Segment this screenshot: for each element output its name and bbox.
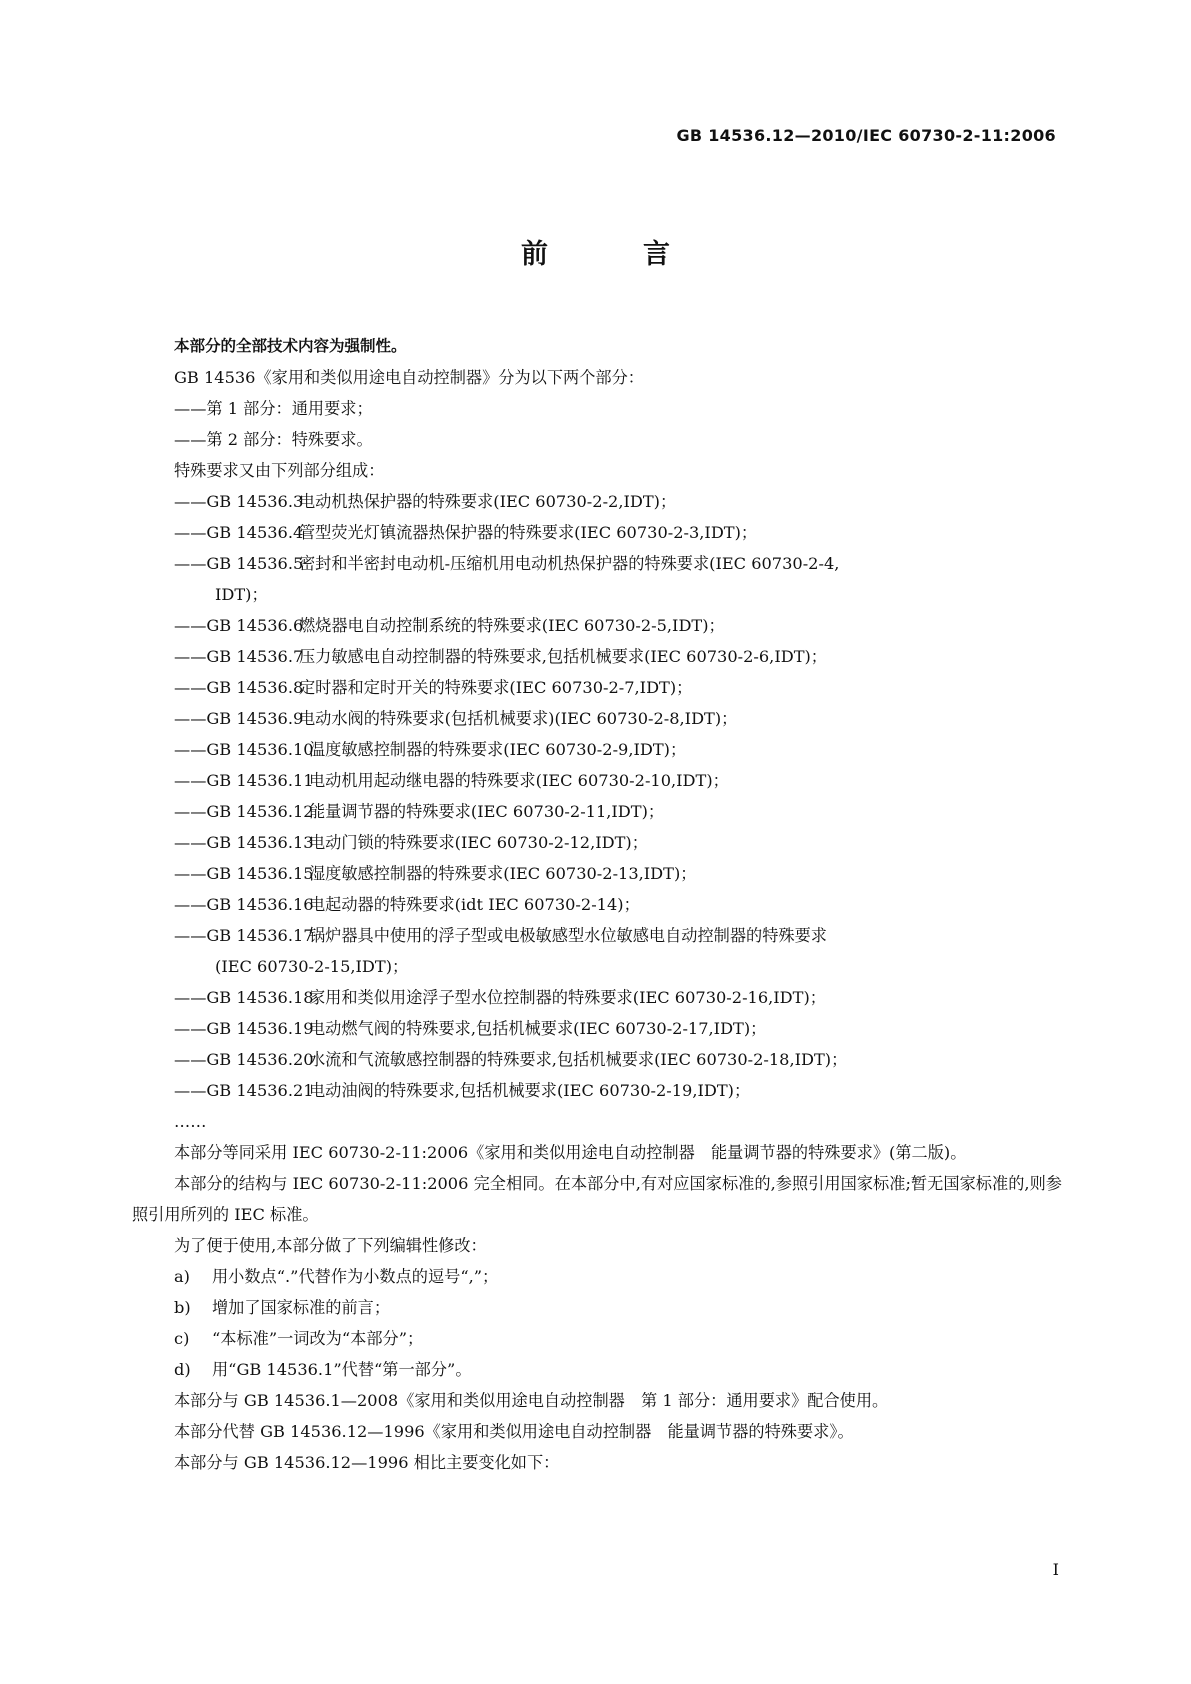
edit-item-marker: c) <box>174 1329 190 1348</box>
edits-list <box>132 1261 1062 1385</box>
standard-code: ——GB 14536.5 <box>174 554 304 573</box>
standard-code: ——GB 14536.13 <box>174 833 314 852</box>
special-part-item <box>132 734 1062 765</box>
standard-code: ——GB 14536.7 <box>174 647 304 666</box>
special-part-item <box>132 889 1062 920</box>
standard-title: 电起动器的特殊要求(idt IEC 60730-2-14)； <box>309 895 640 914</box>
standard-code: ——GB 14536.12 <box>174 802 314 821</box>
edit-item <box>132 1261 1062 1292</box>
closing-paragraph: 本部分与 GB 14536.1—2008《家用和类似用途电自动控制器 第 1 部分：通用要求》配合使用。 <box>174 1391 889 1410</box>
standard-title: 电动燃气阀的特殊要求,包括机械要求(IEC 60730-2-17,IDT)； <box>309 1019 767 1038</box>
edit-item-text: “本标准”一词改为“本部分”； <box>212 1329 424 1348</box>
special-part-item <box>132 1044 1062 1075</box>
closing-paragraph: 本部分代替 GB 14536.12—1996《家用和类似用途电自动控制器 能量调节器的特殊要求》。 <box>174 1422 854 1441</box>
standard-code: ——GB 14536.20 <box>174 1050 314 1069</box>
standard-title: 密封和半密封电动机-压缩机用电动机热保护器的特殊要求(IEC 60730-2-4, <box>299 554 840 573</box>
standard-title: 定时器和定时开关的特殊要求(IEC 60730-2-7,IDT)； <box>299 678 693 697</box>
part-item: ——第 1 部分：通用要求； <box>174 399 373 418</box>
special-part-item <box>132 1013 1062 1044</box>
standard-code: ——GB 14536.16 <box>174 895 314 914</box>
standard-code: ——GB 14536.8 <box>174 678 304 697</box>
special-part-item <box>132 858 1062 889</box>
standard-code: ——GB 14536.19 <box>174 1019 314 1038</box>
standard-code: ——GB 14536.9 <box>174 709 304 728</box>
standard-code: ——GB 14536.4 <box>174 523 304 542</box>
special-part-item <box>132 796 1062 827</box>
page-title: 前 言 <box>521 239 704 270</box>
intro-paragraph: GB 14536《家用和类似用途电自动控制器》分为以下两个部分： <box>174 368 644 387</box>
special-part-item <box>132 486 1062 517</box>
special-part-item <box>132 641 1062 672</box>
foreword-body <box>132 331 1062 1478</box>
standard-title: 电动水阀的特殊要求(包括机械要求)(IEC 60730-2-8,IDT)； <box>299 709 738 728</box>
edit-item-marker: d) <box>174 1360 191 1379</box>
standard-title: 家用和类似用途浮子型水位控制器的特殊要求(IEC 60730-2-16,IDT)； <box>309 988 826 1007</box>
adoption-paragraph: 本部分等同采用 IEC 60730-2-11:2006《家用和类似用途电自动控制器 能量调节器的特殊要求》(第二版)。 <box>174 1143 967 1162</box>
special-part-item <box>132 517 1062 548</box>
standard-code: ——GB 14536.21 <box>174 1081 314 1100</box>
standard-code: ——GB 14536.10 <box>174 740 314 759</box>
special-part-item <box>132 920 1062 951</box>
page-number: I <box>1052 1560 1059 1579</box>
standard-code: ——GB 14536.3 <box>174 492 304 511</box>
special-parts-list <box>132 486 1062 1106</box>
special-part-item <box>132 610 1062 641</box>
special-part-item <box>132 827 1062 858</box>
special-part-item <box>132 765 1062 796</box>
structure-paragraph: 本部分的结构与 IEC 60730-2-11:2006 完全相同。在本部分中,有对应国家标准的,参照引用国家标准;暂无国家标准的,则参照引用所列的 IEC 标准。 <box>132 1174 1062 1224</box>
standard-code: ——GB 14536.15 <box>174 864 314 883</box>
closing-paragraph: 本部分与 GB 14536.12—1996 相比主要变化如下： <box>174 1453 560 1472</box>
edits-intro: 为了便于使用,本部分做了下列编辑性修改： <box>174 1236 487 1255</box>
list-ellipsis: …… <box>174 1112 207 1131</box>
standard-title: 温度敏感控制器的特殊要求(IEC 60730-2-9,IDT)； <box>309 740 687 759</box>
standard-code: ——GB 14536.18 <box>174 988 314 1007</box>
edit-item <box>132 1323 1062 1354</box>
special-part-item <box>132 982 1062 1013</box>
standard-title: 水流和气流敏感控制器的特殊要求,包括机械要求(IEC 60730-2-18,IDT)； <box>309 1050 848 1069</box>
standard-title: 电动门锁的特殊要求(IEC 60730-2-12,IDT)； <box>309 833 648 852</box>
edit-item-text: 增加了国家标准的前言； <box>212 1298 391 1317</box>
special-part-item <box>132 1075 1062 1106</box>
edit-item <box>132 1292 1062 1323</box>
special-part-item <box>132 672 1062 703</box>
standard-title: 锅炉器具中使用的浮子型或电极敏感型水位敏感电自动控制器的特殊要求 <box>309 926 827 945</box>
standard-code: ——GB 14536.6 <box>174 616 304 635</box>
standard-title: 压力敏感电自动控制器的特殊要求,包括机械要求(IEC 60730-2-6,IDT)； <box>299 647 827 666</box>
part-item: ——第 2 部分：特殊要求。 <box>174 430 373 449</box>
standard-title-continuation: IDT)； <box>215 585 268 604</box>
special-part-item <box>132 548 1062 579</box>
edit-item <box>132 1354 1062 1385</box>
standard-title: 燃烧器电自动控制系统的特殊要求(IEC 60730-2-5,IDT)； <box>299 616 725 635</box>
edit-item-text: 用小数点“.”代替作为小数点的逗号“,”； <box>212 1267 499 1286</box>
standard-title: 湿度敏感控制器的特殊要求(IEC 60730-2-13,IDT)； <box>309 864 697 883</box>
edit-item-text: 用“GB 14536.1”代替“第一部分”。 <box>212 1360 472 1379</box>
standard-title: 管型荧光灯镇流器热保护器的特殊要求(IEC 60730-2-3,IDT)； <box>299 523 758 542</box>
standard-number-header: GB 14536.12—2010/IEC 60730-2-11:2006 <box>676 126 1056 145</box>
standard-title-continuation: (IEC 60730-2-15,IDT)； <box>215 957 409 976</box>
standard-title: 能量调节器的特殊要求(IEC 60730-2-11,IDT)； <box>309 802 665 821</box>
standard-code: ——GB 14536.11 <box>174 771 314 790</box>
standard-title: 电动油阀的特殊要求,包括机械要求(IEC 60730-2-19,IDT)； <box>309 1081 751 1100</box>
mandatory-note: 本部分的全部技术内容为强制性。 <box>174 337 407 355</box>
edit-item-marker: b) <box>174 1298 191 1317</box>
standard-title: 电动机热保护器的特殊要求(IEC 60730-2-2,IDT)； <box>299 492 677 511</box>
standard-title: 电动机用起动继电器的特殊要求(IEC 60730-2-10,IDT)； <box>309 771 729 790</box>
edit-item-marker: a) <box>174 1267 190 1286</box>
standard-code: ——GB 14536.17 <box>174 926 314 945</box>
special-parts-intro: 特殊要求又由下列部分组成： <box>174 461 385 480</box>
special-part-item <box>132 703 1062 734</box>
